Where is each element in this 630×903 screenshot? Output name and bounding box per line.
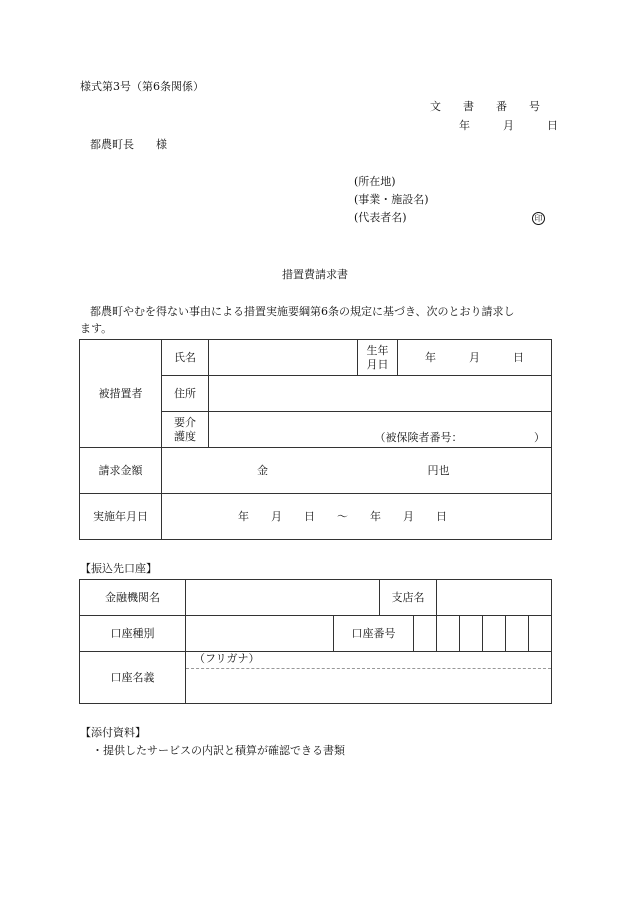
amount-field[interactable] bbox=[162, 448, 552, 494]
name-field[interactable] bbox=[209, 340, 358, 376]
attachment-item: ・提供したサービスの内訳と積算が確認できる書類 bbox=[92, 744, 345, 757]
account-digit-field[interactable] bbox=[529, 616, 552, 652]
body-text-line2: ます。 bbox=[80, 322, 113, 335]
business-label: (事業・施設名) bbox=[354, 193, 429, 206]
account-number-label: 口座番号 bbox=[334, 616, 414, 652]
document-number-label: 文 書 番 号 bbox=[430, 100, 540, 113]
furigana-label: （フリガナ） bbox=[186, 652, 551, 669]
care-level-field[interactable] bbox=[209, 412, 552, 448]
branch-name-label: 支店名 bbox=[380, 580, 437, 616]
form-number: 様式第3号（第6条関係） bbox=[80, 80, 204, 93]
birth-date-field[interactable]: 年 月 日 bbox=[398, 340, 552, 376]
account-holder-field[interactable] bbox=[186, 652, 552, 704]
account-digit-field[interactable] bbox=[483, 616, 506, 652]
amount-label: 請求金額 bbox=[80, 448, 162, 494]
representative-label: (代表者名) bbox=[354, 211, 407, 224]
name-label: 氏名 bbox=[162, 340, 209, 376]
seal-mark: 印 bbox=[532, 211, 545, 225]
account-type-label: 口座種別 bbox=[80, 616, 186, 652]
account-digit-field[interactable] bbox=[460, 616, 483, 652]
date-label: 年 月 日 bbox=[459, 119, 558, 132]
account-type-field[interactable] bbox=[186, 616, 334, 652]
amount-suffix: 円也 bbox=[427, 463, 450, 477]
amount-prefix: 金 bbox=[257, 463, 268, 477]
implementation-date-label: 実施年月日 bbox=[80, 494, 162, 540]
person-label: 被措置者 bbox=[80, 340, 162, 448]
bank-table bbox=[79, 579, 552, 704]
bank-name-label: 金融機関名 bbox=[80, 580, 186, 616]
care-level-label: 要介 護度 bbox=[162, 412, 209, 448]
account-holder-label: 口座名義 bbox=[80, 652, 186, 704]
addressee: 都農町長 様 bbox=[90, 138, 167, 151]
address-label: 住所 bbox=[162, 376, 209, 412]
account-digit-field[interactable] bbox=[506, 616, 529, 652]
location-label: (所在地) bbox=[354, 175, 396, 188]
bank-section-heading: 【振込先口座】 bbox=[80, 562, 157, 575]
attachments-heading: 【添付資料】 bbox=[80, 726, 146, 739]
insured-number-label: （被保険者番号： ） bbox=[374, 431, 545, 444]
document-title: 措置費請求書 bbox=[282, 268, 348, 281]
branch-name-field[interactable] bbox=[437, 580, 552, 616]
birth-label: 生年 月日 bbox=[358, 340, 398, 376]
implementation-date-field[interactable]: 年 月 日 〜 年 月 日 bbox=[162, 494, 552, 540]
bank-name-field[interactable] bbox=[186, 580, 380, 616]
account-digit-field[interactable] bbox=[414, 616, 437, 652]
body-text-line1: 都農町やむを得ない事由による措置実施要綱第6条の規定に基づき、次のとおり請求し bbox=[90, 305, 515, 318]
account-digit-field[interactable] bbox=[437, 616, 460, 652]
address-field[interactable] bbox=[209, 376, 552, 412]
claim-table bbox=[79, 339, 552, 540]
